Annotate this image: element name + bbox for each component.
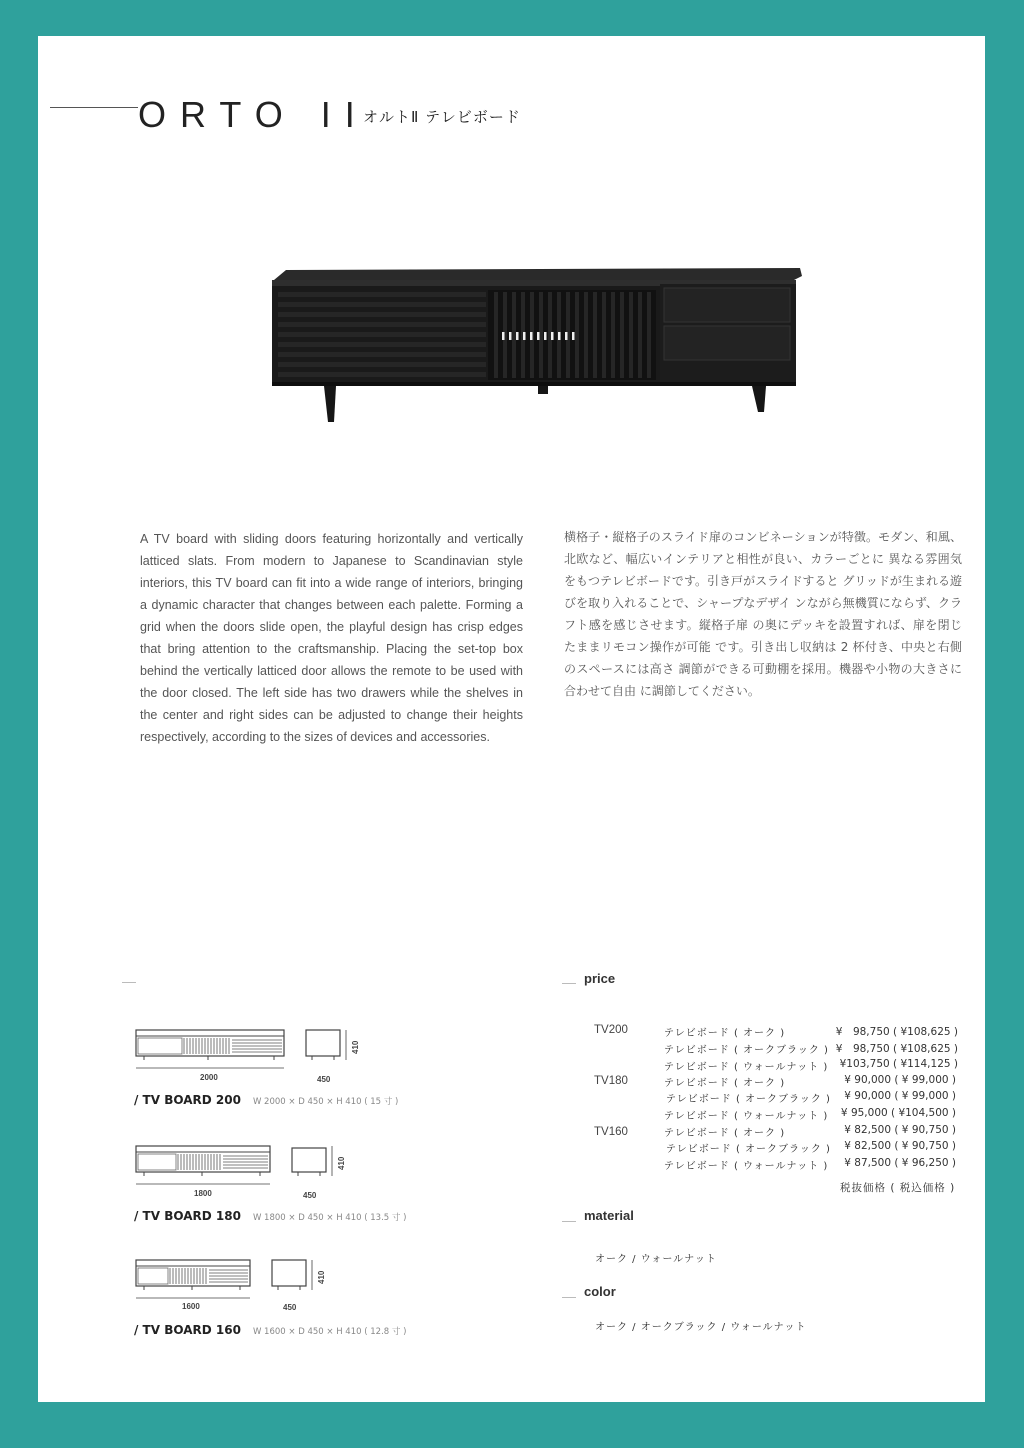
board-180-label: / TV BOARD 180 W 1800 × D 450 × H 410 ( 13.5 寸 ) xyxy=(134,1209,407,1223)
price-row-value: ¥ 82,500 ( ¥ 90,750 ) xyxy=(844,1140,956,1152)
model-tv180: TV180 xyxy=(594,1075,628,1087)
board-160-spec: W 1600 × D 450 × H 410 ( 12.8 寸 ) xyxy=(252,1327,407,1337)
board-200-depth: 450 xyxy=(317,1075,331,1084)
board-200-width: 2000 xyxy=(200,1073,218,1082)
board-200-height: 410 xyxy=(351,1040,360,1054)
price-row-name: テレビボード ( ウォールナット ) xyxy=(664,1111,829,1122)
tv-board-160-drawing xyxy=(134,1258,364,1318)
board-160-depth: 450 xyxy=(283,1303,297,1312)
board-200-spec: W 2000 × D 450 × H 410 ( 15 寸 ) xyxy=(252,1097,399,1107)
brand-title: ORTO II xyxy=(138,94,369,135)
price-row-value: ¥ 87,500 ( ¥ 96,250 ) xyxy=(844,1157,956,1169)
description-japanese: 横格子・縦格子のスライド扉のコンビネーションが特徴。モダン、和風、北欧など、幅広いインテリアと相性が良い、カラーごとに 異なる雰囲気をもつテレビボードです。引き戸がスライドすると グリッドが生まれる遊びを取り入れることで、シャープなデザイ ンながら無機質にならず、クラフト感を感じさせます。縦格子扉 の奥にデッキを設置すれば、扉を閉じたままリモコン操作が可能 です。引き出し収納は 2 杯付き、中央と右側のスペースには高さ 調節ができる可動棚を採用。機器や小物の大きさに合わせて自由 に調節してください。 xyxy=(564,530,962,698)
price-row-name: テレビボード ( ウォールナット ) xyxy=(664,1062,829,1073)
price-row-name: テレビボード ( オークブラック ) xyxy=(664,1045,829,1056)
board-160-width: 1600 xyxy=(182,1302,200,1311)
board-180-spec: W 1800 × D 450 × H 410 ( 13.5 寸 ) xyxy=(252,1213,407,1223)
price-row-value: ¥ 82,500 ( ¥ 90,750 ) xyxy=(844,1124,956,1136)
material-heading: material xyxy=(584,1208,634,1223)
material-section-rule xyxy=(562,1221,576,1222)
price-row-value: ¥ 90,000 ( ¥ 99,000 ) xyxy=(844,1074,956,1086)
price-row-value: ¥ 98,750 ( ¥108,625 ) xyxy=(835,1026,958,1038)
model-tv160: TV160 xyxy=(594,1126,628,1138)
color-heading: color xyxy=(584,1284,616,1299)
model-tv200: TV200 xyxy=(594,1024,628,1036)
board-160-label: / TV BOARD 160 W 1600 × D 450 × H 410 ( 12.8 寸 ) xyxy=(134,1323,407,1337)
price-row-name: テレビボード ( オーク ) xyxy=(664,1128,786,1139)
board-200-label: / TV BOARD 200 W 2000 × D 450 × H 410 ( 15 寸 ) xyxy=(134,1093,399,1107)
price-row-value: ¥ 90,000 ( ¥ 99,000 ) xyxy=(844,1090,956,1102)
color-section-rule xyxy=(562,1297,576,1298)
color-value: オーク / オークブラック / ウォールナット xyxy=(595,1322,807,1333)
price-section-rule xyxy=(562,983,576,984)
title-rule xyxy=(50,107,138,108)
price-row-name: テレビボード ( オーク ) xyxy=(664,1078,786,1089)
board-180-depth: 450 xyxy=(303,1191,317,1200)
tax-note: 税抜価格 ( 税込価格 ) xyxy=(840,1182,956,1194)
tv-board-180-drawing xyxy=(134,1144,364,1204)
price-row-name: テレビボード ( オークブラック ) xyxy=(666,1094,831,1105)
price-row-value: ¥ 98,750 ( ¥108,625 ) xyxy=(835,1043,958,1055)
board-180-width: 1800 xyxy=(194,1189,212,1198)
price-heading: price xyxy=(584,971,616,986)
price-row-name: テレビボード ( ウォールナット ) xyxy=(664,1161,829,1172)
price-row-name: テレビボード ( オークブラック ) xyxy=(666,1144,831,1155)
tv-board-product-image xyxy=(266,264,806,426)
product-subtitle: オルトⅡ テレビボード xyxy=(363,108,521,126)
dimensions-section-rule xyxy=(122,982,136,983)
price-row-value: ¥103,750 ( ¥114,125 ) xyxy=(839,1058,958,1070)
product-sheet xyxy=(38,36,985,1402)
material-value: オーク / ウォールナット xyxy=(595,1254,717,1265)
board-160-height: 410 xyxy=(317,1270,326,1284)
price-row-value: ¥ 95,000 ( ¥104,500 ) xyxy=(840,1107,956,1119)
price-row-name: テレビボード ( オーク ) xyxy=(664,1028,786,1039)
description-english: A TV board with sliding doors featuring horizontally and vertically latticed slats. From modern to Japanese to Scandinavian style interiors, this TV board can fit into a wide range of interiors, bringing a dynamic character that changes between each palette. Forming a grid when the doors slide open, the playful design has crisp edges that bring attention to the craftsmanship. Placing the set-top box behind the vertically latticed door allows the remote to be used with the door closed. The left side has two drawers while the shelves in the center and right sides can be adjusted to change their heights respectively, according to the sizes of devices and accessories. xyxy=(140,532,523,744)
board-180-height: 410 xyxy=(337,1156,346,1170)
